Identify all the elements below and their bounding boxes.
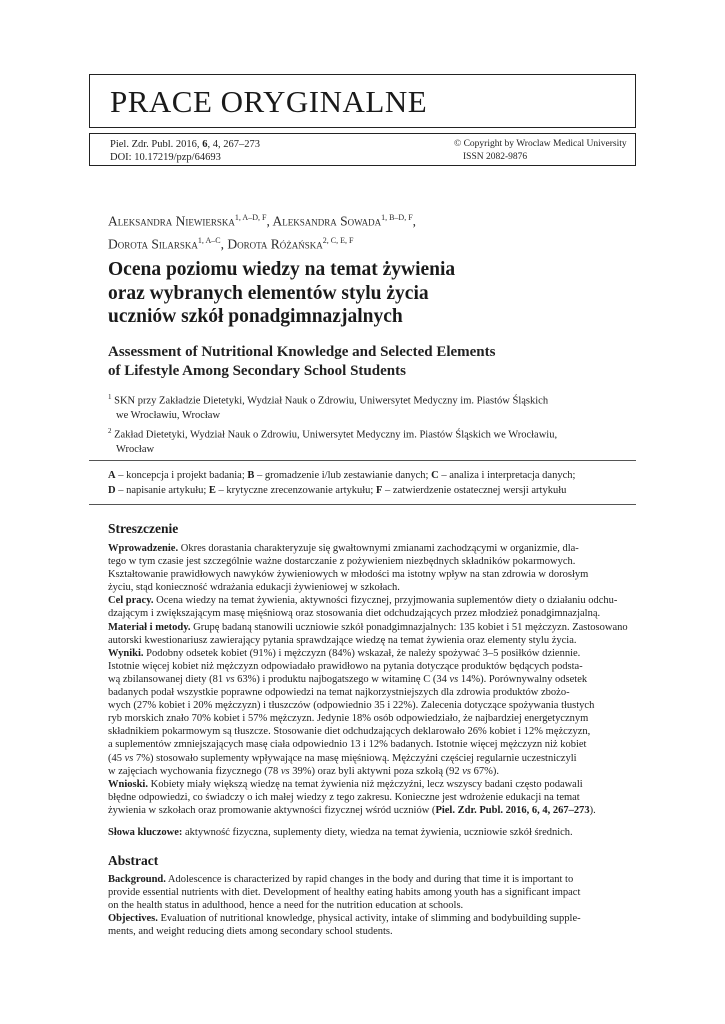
text-line: autorski kwestionariusz zawierający pytania sprawdzające wiedzę na temat żywienia oraz elementy stylu życia. [108, 634, 577, 646]
text-line: Wprowadzenie. Okres dorastania charakteryzuje się gwałtownymi zmianami zachodzącymi w organizmie, dla- [108, 543, 579, 554]
text-line: Background. Adolescence is characterized by rapid changes in the body and during that time it is important to [108, 874, 574, 885]
text-line: badanych podał wszystkie poprawne odpowiedzi na temat najkorzystniejszych dla zdrowia produktów zbożo- [108, 687, 570, 699]
keywords: Słowa kluczowe: aktywność fizyczna, suplementy diety, wiedza na temat żywienia, uczniowie szkół średnich. [108, 827, 573, 838]
issn: ISSN 2082-9876 [463, 152, 528, 162]
copyright-info [454, 138, 627, 164]
text-line: Wyniki. Podobny odsetek kobiet (91%) i mężczyzn (84%) wskazał, że należy spożywać 3–5 posiłków dziennie. [108, 647, 581, 659]
text-line: żywienia w szkołach oraz promowanie aktywności fizycznej wśród uczniów (Piel. Zdr. Publ. 2016, 6, 4, 267–273). [108, 804, 596, 816]
citation: Piel. Zdr. Publ. 2016, 6, 4, 267–273 [110, 139, 260, 150]
affiliation-line: $^2$ Zakład Dietetyki, Wydział Nauk o Zdrowiu, Uniwersytet Medyczny im. Piastów Śląskich we Wrocławiu, [108, 426, 558, 441]
affiliations [108, 390, 628, 457]
streszczenie-heading: Streszczenie [108, 521, 179, 536]
text-line: wą zbilansowanej diety (81 vs 63%) i produktu najbogatszego w witaminę C (34 vs 14%). Porównywalny odsetek [108, 673, 588, 685]
title-english: Assessment of Nutritional Knowledge and Selected Elements of Lifestyle Among Secondary School Students [108, 344, 496, 379]
text-line: dzającym i zwiększającym masę mięśniową oraz stosowania diet odchudzających przez młodzież ponadgimnazjalną. [108, 608, 601, 620]
author-list: Aleksandra Niewierska$^{1, A-D, F}$, Aleksandra Sowada$^{1, B-D, F}$, Dorota Silarska$^{1, A-C}$, Dorota Różańska$^{2, C, E, F}$ [108, 213, 417, 251]
affiliation-line: Wrocław [116, 443, 155, 455]
citation-box [89, 133, 636, 166]
streszczenie-body [108, 542, 628, 817]
copyright: © Copyright by Wroclaw Medical University [454, 139, 627, 149]
author: Aleksandra Niewierska [108, 213, 235, 229]
section-title: PRACE ORYGINALNE [110, 84, 428, 119]
text-line: tego w tym czasie jest szczególnie ważne dostarczanie z pożywieniem niezbędnych składników pokarmowych. [108, 556, 576, 568]
text-line: (45 vs 7%) stosowało suplementy wpływające na masę mięśniową. Mężczyźni częściej regularnie uczestniczyli [108, 752, 577, 764]
text-line: Kształtowanie prawidłowych nawyków żywieniowych w młodości ma istotny wpływ na stan zdrowia w dorosłym [108, 569, 589, 581]
text-line: provide essential nutrients with diet. Development of healthy eating habits among youth has a significant impact [108, 887, 581, 899]
text-line: w zajęciach wychowania fizycznego (78 vs 39%) oraz byli aktywni poza szkołą (92 vs 67%). [108, 765, 499, 777]
text-line: ments, and weight reducing diets among secondary school students. [108, 926, 393, 938]
contributions: A – koncepcja i projekt badania; B – gromadzenie i/lub zestawianie danych; C – analiza i interpretacja danych; D – napisanie artykułu; E – krytyczne zrecenzowanie artykułu; F – zatwierdzenie ostatecznej wersji artykułu [108, 470, 576, 496]
affiliation-line: $^1$ SKN przy Zakładzie Dietetyki, Wydział Nauk o Zdrowiu, Uniwersytet Medyczny im. Piastów Śląskich [108, 393, 549, 407]
text-line: życiu, stąd konieczność wdrażania edukacji żywieniowej w szkołach. [108, 582, 400, 594]
text-line: a suplementów zmniejszających masę ciała odpowiednio 13 i 12% badanych. Istotnie więcej mężczyzn niż kobiet [108, 739, 587, 751]
text-line: Cel pracy. Ocena wiedzy na temat żywienia, aktywności fizycznej, przyjmowania suplementów diety o działaniu odchu- [108, 595, 618, 607]
citation-info [110, 138, 260, 164]
abstract-heading: Abstract [108, 853, 159, 868]
text-line: ryb morskich znało 70% kobiet i 57% mężczyzn. Jedynie 18% osób odpowiedziało, że najbardziej energetycznym [108, 713, 589, 725]
author: Aleksandra Sowada [272, 213, 382, 229]
abstract-body [108, 873, 628, 938]
text-line: składnikiem pokarmowym są tłuszcze. Stosowanie diet odchudzających deklarowało 26% kobiet i 12% mężczyzn, [108, 726, 591, 738]
text-line: Wnioski. Kobiety miały większą wiedzę na temat żywienia niż mężczyźni, lecz wszyscy badani często podawali [108, 778, 583, 790]
title-polish: Ocena poziomu wiedzy na temat żywienia oraz wybranych elementów stylu życia uczniów szkół ponadgimnazjalnych [108, 259, 456, 327]
text-line: wych (27% kobiet i 20% mężczyzn) i tłuszczów (odpowiednio 35 i 22%). Zalecenia dotyczące spożywania tłustych [108, 700, 595, 712]
text-line: Istotnie więcej kobiet niż mężczyzn odpowiadało prawidłowo na pytania dotyczące produktów będących podsta- [108, 660, 583, 672]
divider [89, 504, 636, 505]
text-line: błędne odpowiedzi, co świadczy o ich małej wiedzy z tego zakresu. Konieczne jest wdrożenie edukacji na temat [108, 791, 580, 803]
doi: DOI: 10.17219/pzp/64693 [110, 152, 221, 163]
text-line: on the health status in adulthood, hence a need for the nutrition education at schools. [108, 900, 464, 912]
text-line: Objectives. Evaluation of nutritional knowledge, physical activity, intake of slimming and bodybuilding supple- [108, 913, 581, 925]
section-banner [89, 74, 636, 128]
author: Dorota Silarska [108, 236, 198, 251]
author: Dorota Różańska [227, 236, 323, 251]
divider [89, 460, 636, 461]
affiliation-line: we Wrocławiu, Wrocław [116, 410, 221, 422]
text-line: Materiał i metody. Grupę badaną stanowili uczniowie szkół ponadgimnazjalnych: 135 kobiet i 51 mężczyzn. Zastosowano [108, 621, 628, 633]
